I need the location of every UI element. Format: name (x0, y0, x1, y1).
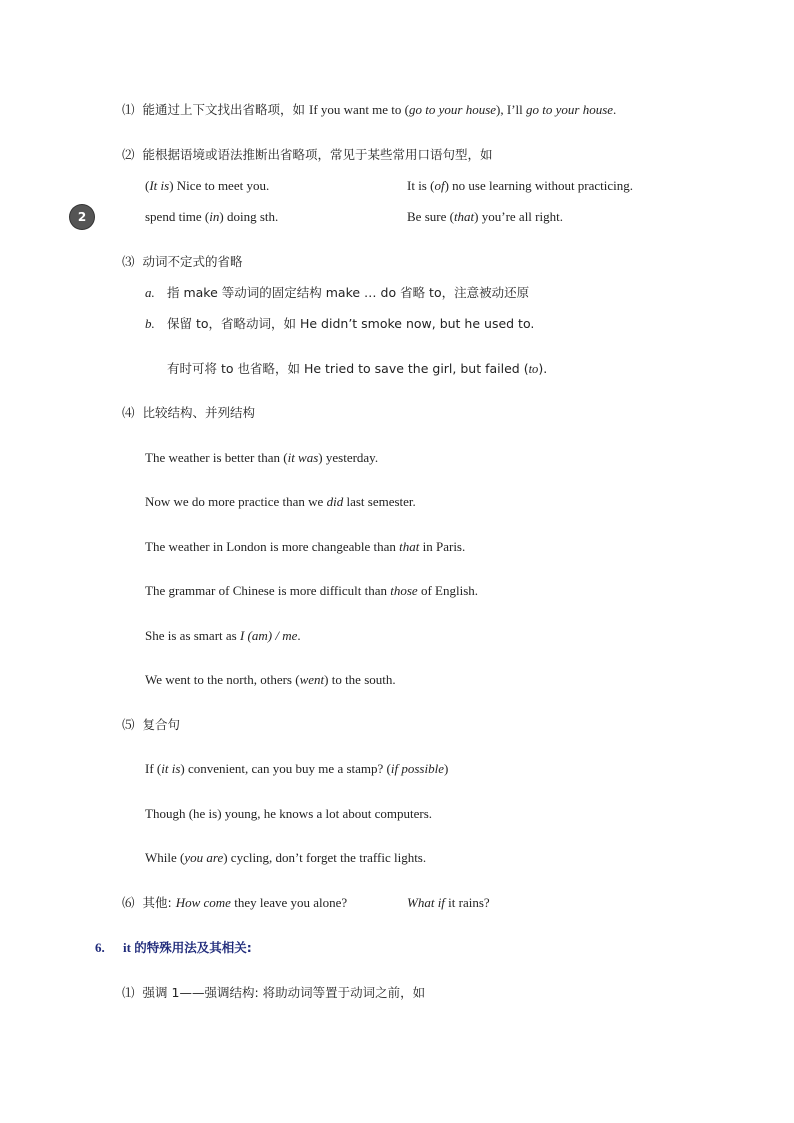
item-4-number: ⑷ (122, 405, 135, 420)
item-1-omitted-1: go to your house (409, 102, 497, 117)
item-3-b: b. 保留 to，省略动词，如 He didn’t smoke now, but he used to. (145, 316, 535, 331)
item-2-number: ⑵ (122, 147, 135, 162)
item-3-number: ⑶ (122, 254, 135, 269)
section-6-heading (95, 940, 252, 956)
item-1-omitted-2: go to your house (526, 102, 614, 117)
item-4-sentence-2: Now we do more practice than we did last semester. (145, 494, 416, 509)
item-4-sentence-3: The weather in London is more changeable than that in Paris. (145, 539, 466, 554)
item-3 (122, 254, 243, 270)
item-2-text: 能根据语境或语法推断出省略项，常见于某些常用口语句型，如 (142, 147, 493, 162)
item-4-sentence-4: The grammar of Chinese is more difficult than those of English. (145, 583, 479, 598)
item-2 (122, 147, 493, 163)
item-1-example: If you want me to ( (309, 102, 410, 117)
item-5-text: 复合句 (142, 717, 181, 732)
item-2-example-3: spend time (in) doing sth. (145, 209, 279, 224)
item-6-phrase-1-cont: they leave you alone? (230, 895, 348, 910)
item-3-text: 动词不定式的省略 (142, 254, 243, 269)
item-6-number: ⑹ (122, 895, 135, 910)
item-4-text: 比较结构、并列结构 (142, 405, 256, 420)
item-1-end: . (613, 102, 617, 117)
item-2-example-4: Be sure (that) you’re all right. (407, 209, 563, 224)
item-3-a: a. 指 make 等动词的固定结构 make … do 省略 to，注意被动还原 (145, 285, 530, 300)
item-5-sentence-1: If (it is) convenient, can you buy me a stamp? (if possible) (145, 761, 449, 776)
item-6-phrase-1: How come (175, 895, 231, 910)
item-1 (122, 102, 616, 118)
section-6-number: 6. (95, 940, 105, 955)
section-6-item-1-number: ⑴ (122, 985, 135, 1000)
section-6-title-en: it (123, 940, 135, 955)
item-5-sentence-2: Though (he is) young, he knows a lot about computers. (145, 806, 433, 821)
item-5-number: ⑸ (122, 717, 135, 732)
item-4-sentence-1: The weather is better than (it was) yesterday. (145, 450, 379, 465)
item-3-note: 有时可将 to 也省略，如 He tried to save the girl, but failed (to). (167, 361, 548, 376)
item-4-sentence-6: We went to the north, others (went) to the south. (145, 672, 396, 687)
item-5-sentence-3: While (you are) cycling, don’t forget the traffic lights. (145, 850, 427, 865)
item-1-example-cont: ), I’ll (496, 102, 527, 117)
item-2-example-1: (It is) Nice to meet you. (145, 178, 270, 193)
section-6-item-1-text: 强调 1——强调结构: 将助动词等置于动词之前，如 (142, 985, 426, 1000)
section-6-title-cn: 的特殊用法及其相关: (134, 940, 252, 955)
item-1-number: ⑴ (122, 102, 135, 117)
section-6-item-1 (122, 985, 425, 1001)
item-6-text: 其他: (142, 895, 176, 910)
item-4 (122, 405, 255, 421)
item-6-example-2: What if it rains? (407, 895, 490, 910)
item-6 (122, 895, 347, 911)
item-5 (122, 717, 180, 733)
item-4-sentence-5: She is as smart as I (am) / me. (145, 628, 301, 643)
item-2-example-2: It is (of) no use learning without practicing. (407, 178, 634, 193)
item-1-text: 能通过上下文找出省略项，如 (142, 102, 309, 117)
page-number-badge: 2 (70, 205, 94, 229)
